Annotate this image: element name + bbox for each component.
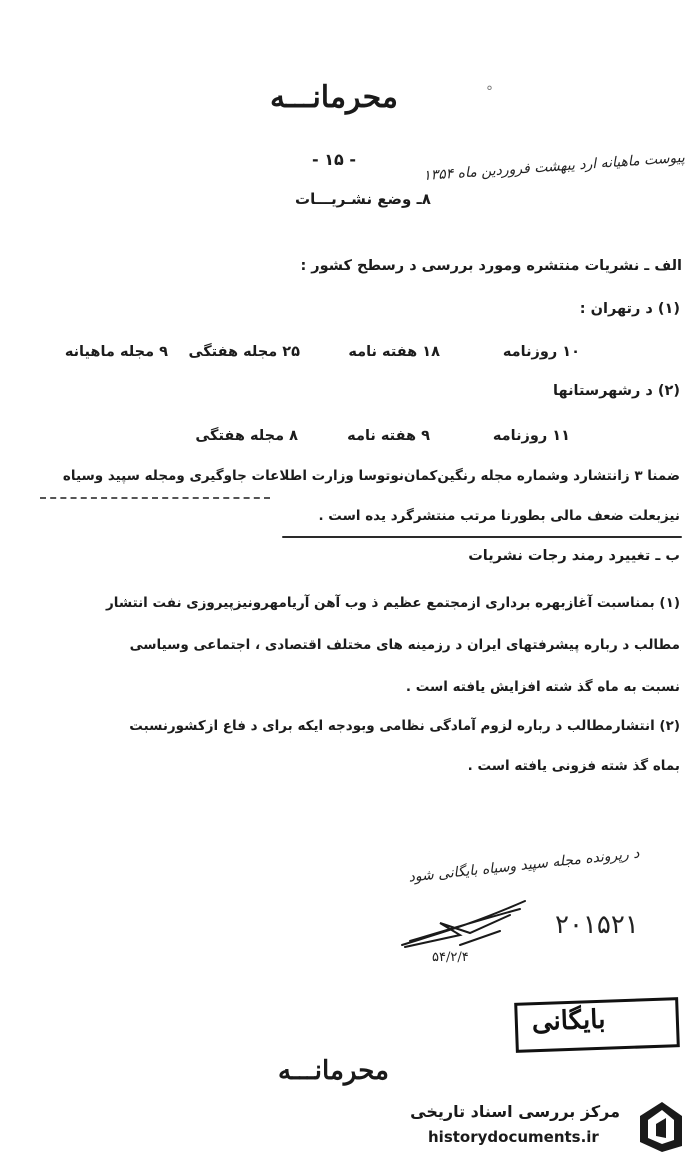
provinces-heading: (۲) د رشهرستانها	[553, 383, 680, 399]
archive-stamp	[514, 997, 680, 1053]
tehran-heading: (۱) د رتهران :	[579, 301, 680, 317]
handwritten-note: د رپرونده مجله سپید وسیاه بایگانی شود	[407, 845, 641, 886]
be1-line-3: نسبت به ماه گذ شته افزایش یافته است .	[405, 679, 680, 695]
underline-1	[282, 536, 682, 538]
be2-line-1: (۲) انتشارمطالب د رباره لزوم آمادگی نظامی وبودجه ایکه برای د فاع ازکشورنسبت	[129, 718, 680, 734]
archive-stamp-text: بایگانی	[531, 1004, 606, 1038]
handwritten-annotation-top: پیوست ماهیانه ارد یبهشت فروردین ماه ۱۳۵۴	[422, 149, 686, 185]
stray-mark: °	[486, 84, 493, 100]
tehran-monthly-magazine: ۹ مجله ماهیانه	[64, 344, 168, 360]
be1-line-1: (۱) بمناسبت آغازبهره برداری ازمجتمع عظیم ذ وب آهن آریامهرونیزپیروزی نفت انتشار	[106, 595, 680, 611]
provinces-weekly-paper: ۹ هفته نامه	[347, 428, 430, 444]
tehran-weekly-paper: ۱۸ هفته نامه	[348, 344, 440, 360]
be1-line-2: مطالب د رباره پیشرفتهای ایران د رزمینه های مختلف اقتصادی ، اجتماعی وسیاسی	[129, 637, 680, 653]
tehran-weekly-magazine: ۲۵ مجله هفتگی	[188, 344, 300, 360]
note-line-2: نیزبعلت ضعف مالی بطورنا مرتب منتشرگرد یده است .	[318, 508, 680, 524]
provinces-daily: ۱۱ روزنامه	[492, 428, 570, 444]
tehran-daily: ۱۰ روزنامه	[502, 344, 580, 360]
signature	[400, 895, 540, 955]
section-title: ۸ـ وضع نشـریـــات	[295, 190, 431, 208]
section-be-heading: ب ـ تغییرد رمند رجات نشریات	[468, 548, 680, 564]
watermark-site: historydocuments.ir	[428, 1128, 599, 1146]
watermark-org-name: مرکز بررسی اسناد تاریخی	[410, 1102, 620, 1121]
provinces-weekly-magazine: ۸ مجله هفتگی	[195, 428, 298, 444]
be2-line-2: بماه گذ شته فزونی یافته است .	[467, 758, 680, 774]
underline-dashed-1	[40, 497, 270, 499]
archive-logo-icon	[632, 1098, 688, 1154]
note-line-1: ضمنا ۳ زانتشارد وشماره مجله رنگین‌کمان‌نوتوسا وزارت اطلاعات جاوگیری ومجله سپید وسیاه	[62, 468, 680, 484]
section-alef-heading: الف ـ نشریات منتشره ومورد بررسی د رسطح کشور :	[300, 258, 682, 274]
classification-bottom: محرمانـــه	[278, 1056, 389, 1086]
handwritten-number: ۲۰۱۵۲۱	[555, 910, 639, 940]
classification-top: محرمانـــه	[270, 80, 398, 115]
handwritten-date: ۵۴/۲/۴	[432, 950, 469, 965]
page-number: - ۱۵ -	[312, 150, 356, 169]
